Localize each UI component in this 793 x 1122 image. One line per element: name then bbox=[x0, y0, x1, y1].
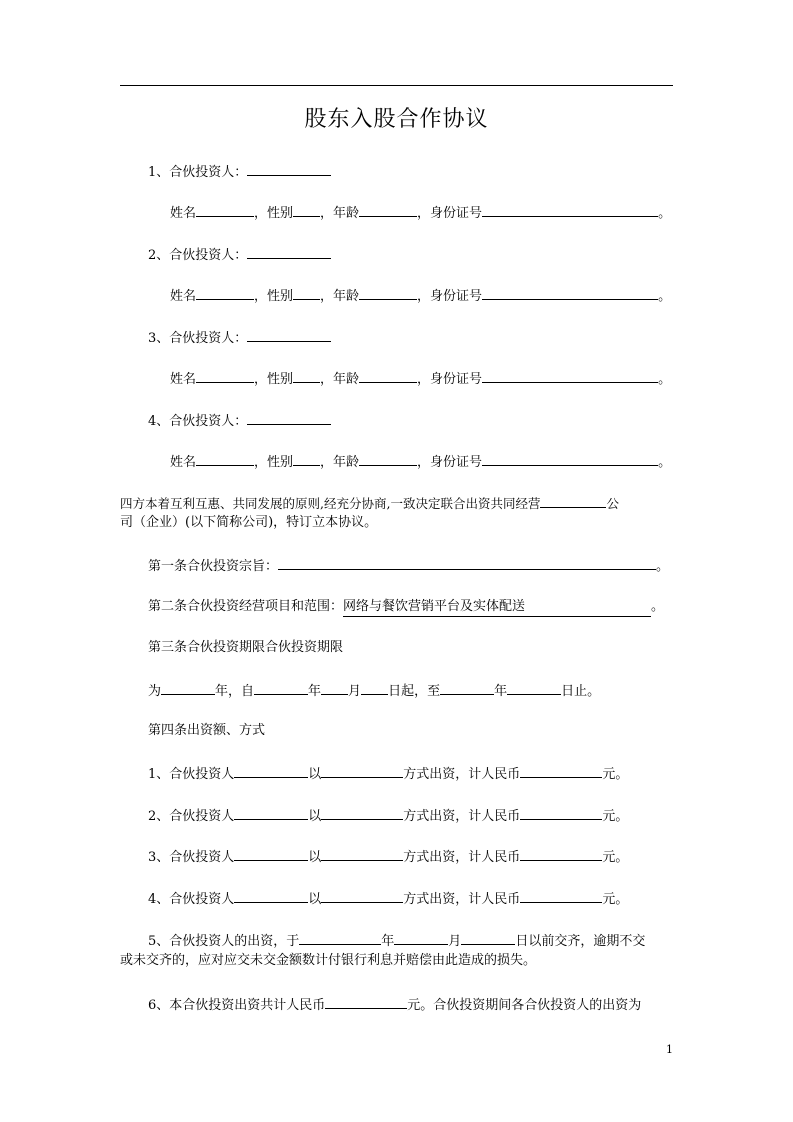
intro-line-1 bbox=[120, 494, 619, 513]
period: 。 bbox=[658, 372, 672, 387]
blank-pay-year[interactable] bbox=[299, 931, 381, 945]
item-5-text: 日以前交齐，逾期不交 bbox=[515, 934, 646, 949]
contribution-text: 元。 bbox=[602, 850, 629, 865]
term-text: 日止。 bbox=[561, 684, 601, 699]
partner-3-details bbox=[170, 369, 671, 389]
blank-partner-name[interactable] bbox=[247, 162, 331, 176]
blank-total-amount[interactable] bbox=[325, 995, 407, 1009]
article-1-label: 第一条合伙投资宗旨： bbox=[148, 559, 279, 574]
item-5-line-2: 或未交齐的，应对应交未交金额数计付银行利息并赔偿由此造成的损失。 bbox=[120, 953, 537, 968]
blank-investor[interactable] bbox=[234, 764, 308, 778]
blank-gender[interactable] bbox=[293, 369, 320, 383]
name-label: 姓名 bbox=[170, 372, 197, 387]
blank-pay-month[interactable] bbox=[394, 931, 448, 945]
id-label: ，身份证号 bbox=[417, 455, 483, 470]
blank-start-month[interactable] bbox=[321, 681, 348, 695]
contribution-text: 以 bbox=[308, 809, 322, 824]
blank-partner-name[interactable] bbox=[247, 411, 331, 425]
partner-label: 4、合伙投资人： bbox=[148, 414, 248, 429]
age-label: ，年龄 bbox=[320, 289, 360, 304]
article-1 bbox=[148, 556, 669, 576]
document-title: 股东入股合作协议 bbox=[304, 107, 489, 132]
blank-id[interactable] bbox=[482, 286, 658, 300]
blank-end-day[interactable] bbox=[507, 681, 561, 695]
partner-label: 3、合伙投资人： bbox=[148, 331, 248, 346]
blank-start-year[interactable] bbox=[254, 681, 308, 695]
blank-name[interactable] bbox=[196, 452, 254, 466]
term-text: 日起，至 bbox=[388, 684, 441, 699]
contribution-text: 方式出资，计人民币 bbox=[403, 767, 521, 782]
page-number: 1 bbox=[666, 1043, 673, 1056]
business-scope-field[interactable] bbox=[343, 598, 651, 617]
blank-investor[interactable] bbox=[234, 806, 308, 820]
period: 。 bbox=[656, 559, 670, 574]
intro-text-end: 公 bbox=[606, 496, 619, 511]
term-text: 为 bbox=[148, 684, 162, 699]
partner-1-details bbox=[170, 203, 671, 223]
contribution-row bbox=[148, 806, 628, 826]
contribution-row bbox=[148, 889, 628, 909]
gender-label: ，性别 bbox=[254, 372, 294, 387]
contribution-row bbox=[148, 847, 628, 867]
period: 。 bbox=[658, 206, 672, 221]
contribution-text: 2、合伙投资人 bbox=[148, 809, 235, 824]
blank-end-year[interactable] bbox=[440, 681, 494, 695]
blank-company[interactable] bbox=[540, 494, 606, 508]
partner-3-label-line bbox=[148, 328, 331, 348]
partner-4-label-line bbox=[148, 411, 331, 431]
id-label: ，身份证号 bbox=[417, 206, 483, 221]
blank-gender[interactable] bbox=[293, 286, 320, 300]
blank-id[interactable] bbox=[482, 203, 658, 217]
blank-partner-name[interactable] bbox=[247, 245, 331, 259]
age-label: ，年龄 bbox=[320, 372, 360, 387]
blank-method[interactable] bbox=[321, 889, 403, 903]
id-label: ，身份证号 bbox=[417, 289, 483, 304]
blank-age[interactable] bbox=[359, 286, 417, 300]
gender-label: ，性别 bbox=[254, 289, 294, 304]
blank-amount[interactable] bbox=[520, 847, 602, 861]
intro-line-2: 司（企业）(以下简称公司)，特订立本协议。 bbox=[120, 515, 378, 530]
blank-start-day[interactable] bbox=[361, 681, 388, 695]
blank-method[interactable] bbox=[321, 847, 403, 861]
item-5-text: 年 bbox=[381, 934, 395, 949]
intro-text: 四方本着互利互惠、共同发展的原则,经充分协商,一致决定联合出资共同经营 bbox=[120, 496, 541, 511]
article-3-label: 第三条合伙投资期限合伙投资期限 bbox=[148, 640, 344, 655]
name-label: 姓名 bbox=[170, 289, 197, 304]
contribution-text: 4、合伙投资人 bbox=[148, 892, 235, 907]
blank-gender[interactable] bbox=[293, 203, 320, 217]
blank-age[interactable] bbox=[359, 203, 417, 217]
item-6-line bbox=[148, 995, 641, 1015]
period: 。 bbox=[651, 599, 665, 614]
term-text: 年 bbox=[308, 684, 322, 699]
blank-investor[interactable] bbox=[234, 847, 308, 861]
blank-investor[interactable] bbox=[234, 889, 308, 903]
age-label: ，年龄 bbox=[320, 455, 360, 470]
id-label: ，身份证号 bbox=[417, 372, 483, 387]
term-line bbox=[148, 681, 600, 701]
partner-2-details bbox=[170, 286, 671, 306]
term-text: 年 bbox=[494, 684, 508, 699]
business-scope-value: 网络与餐饮营销平台及实体配送 bbox=[343, 599, 526, 614]
article-2-label: 第二条合伙投资经营项目和范围： bbox=[148, 599, 344, 614]
item-6-text: 元。合伙投资期间各合伙投资人的出资为 bbox=[407, 998, 642, 1013]
item-5-text: 月 bbox=[448, 934, 462, 949]
age-label: ，年龄 bbox=[320, 206, 360, 221]
contribution-text: 元。 bbox=[602, 809, 629, 824]
contribution-text: 以 bbox=[308, 767, 322, 782]
partner-label: 1、合伙投资人： bbox=[148, 165, 248, 180]
blank-name[interactable] bbox=[196, 369, 254, 383]
blank-age[interactable] bbox=[359, 369, 417, 383]
name-label: 姓名 bbox=[170, 206, 197, 221]
contribution-text: 元。 bbox=[602, 767, 629, 782]
gender-label: ，性别 bbox=[254, 206, 294, 221]
blank-method[interactable] bbox=[321, 764, 403, 778]
item-5-line-1 bbox=[148, 931, 645, 951]
blank-years[interactable] bbox=[161, 681, 215, 695]
blank-partner-name[interactable] bbox=[247, 328, 331, 342]
blank-id[interactable] bbox=[482, 452, 658, 466]
partner-4-details bbox=[170, 452, 671, 472]
blank-name[interactable] bbox=[196, 286, 254, 300]
period: 。 bbox=[658, 455, 672, 470]
blank-age[interactable] bbox=[359, 452, 417, 466]
blank-gender[interactable] bbox=[293, 452, 320, 466]
header-rule bbox=[120, 85, 673, 86]
contribution-text: 1、合伙投资人 bbox=[148, 767, 235, 782]
blank-pay-day[interactable] bbox=[461, 931, 515, 945]
period: 。 bbox=[658, 289, 672, 304]
blank-amount[interactable] bbox=[520, 806, 602, 820]
article-2 bbox=[148, 598, 664, 617]
gender-label: ，性别 bbox=[254, 455, 294, 470]
term-text: 月 bbox=[348, 684, 362, 699]
contribution-text: 方式出资，计人民币 bbox=[403, 892, 521, 907]
partner-1-label-line bbox=[148, 162, 331, 182]
blank-amount[interactable] bbox=[520, 889, 602, 903]
item-6-text: 6、本合伙投资出资共计人民币 bbox=[148, 998, 326, 1013]
blank-method[interactable] bbox=[321, 806, 403, 820]
contribution-text: 3、合伙投资人 bbox=[148, 850, 235, 865]
blank-id[interactable] bbox=[482, 369, 658, 383]
contribution-text: 以 bbox=[308, 850, 322, 865]
item-5-text: 5、合伙投资人的出资，于 bbox=[148, 934, 300, 949]
partner-label: 2、合伙投资人： bbox=[148, 248, 248, 263]
article-4-label: 第四条出资额、方式 bbox=[148, 723, 266, 738]
contribution-text: 元。 bbox=[602, 892, 629, 907]
contribution-text: 方式出资，计人民币 bbox=[403, 809, 521, 824]
contribution-row bbox=[148, 764, 628, 784]
blank-purpose[interactable] bbox=[278, 556, 656, 570]
contribution-text: 方式出资，计人民币 bbox=[403, 850, 521, 865]
blank-amount[interactable] bbox=[520, 764, 602, 778]
name-label: 姓名 bbox=[170, 455, 197, 470]
contribution-text: 以 bbox=[308, 892, 322, 907]
term-text: 年，自 bbox=[215, 684, 255, 699]
blank-name[interactable] bbox=[196, 203, 254, 217]
partner-2-label-line bbox=[148, 245, 331, 265]
